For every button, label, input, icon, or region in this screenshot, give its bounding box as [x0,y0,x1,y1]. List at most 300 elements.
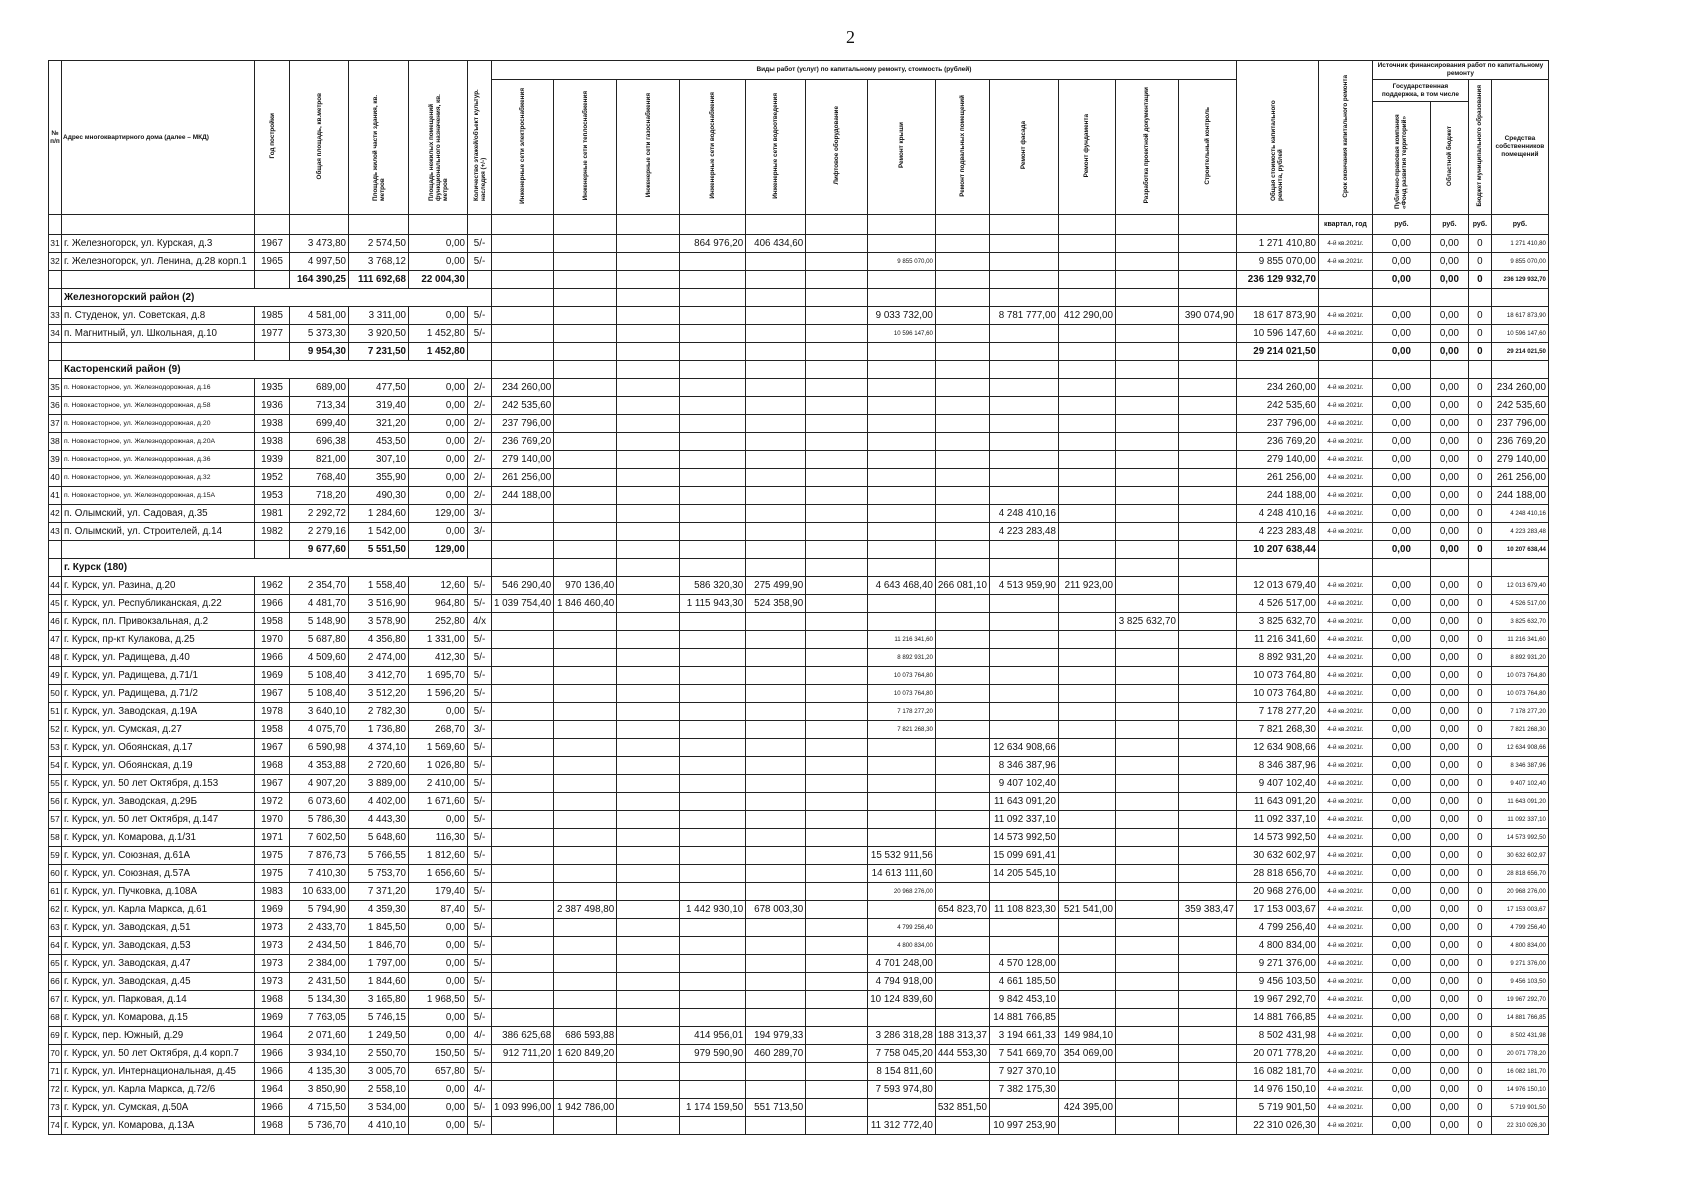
nonresidential-area-cell: 0,00 [409,1081,468,1099]
total-cost-cell: 10 073 764,80 [1236,685,1318,703]
empty-cell [1468,289,1491,307]
table-row [49,415,1549,433]
floors-cell: 5/- [468,919,492,937]
empty-cell [617,361,680,379]
total-area-cell: 4 907,20 [290,775,349,793]
work-gas-cell [617,793,680,811]
work-water-cell [680,1117,746,1135]
nonresidential-area-cell: 179,40 [409,883,468,901]
fin-owners-cell: 14 573 992,50 [1491,829,1548,847]
year-cell: 1968 [255,991,290,1009]
nonresidential-area-cell: 0,00 [409,415,468,433]
work-water-cell [680,649,746,667]
work-water-cell [680,883,746,901]
work-facade-cell: 12 634 908,66 [989,739,1058,757]
deadline-cell: 4-й кв.2021г. [1318,775,1372,793]
subtotal-nonresidential-area-cell: 22 004,30 [409,271,468,289]
work-roof-cell [868,793,936,811]
work-sewer-cell [746,721,806,739]
work-roof-cell: 7 758 045,20 [868,1045,936,1063]
living-area-cell: 319,40 [349,397,409,415]
work-control-cell [1178,973,1236,991]
work-heating-cell [554,415,617,433]
deadline-cell: 4-й кв.2021г. [1318,685,1372,703]
work-lift-cell [806,1081,868,1099]
fin-municipal-cell: 0 [1468,1027,1491,1045]
fin-municipal-cell: 0 [1468,631,1491,649]
work-electric-cell [492,991,554,1009]
work-lift-cell [806,1045,868,1063]
fin-municipal-cell: 0 [1468,973,1491,991]
fin-fund-cell: 0,00 [1372,811,1430,829]
empty-cell [255,541,290,559]
work-facade-cell [989,235,1058,253]
total-area-cell: 718,20 [290,487,349,505]
work-facade-cell [989,613,1058,631]
living-area-cell: 3 889,00 [349,775,409,793]
nonresidential-area-cell: 412,30 [409,649,468,667]
work-roof-cell [868,397,936,415]
work-foundation-cell [1058,379,1115,397]
total-area-cell: 768,40 [290,469,349,487]
row-number: 61 [49,883,62,901]
work-design-cell [1115,937,1178,955]
year-cell: 1964 [255,1081,290,1099]
work-control-cell [1178,433,1236,451]
work-sewer-cell [746,757,806,775]
fin-municipal-cell: 0 [1468,739,1491,757]
work-facade-cell: 15 099 691,41 [989,847,1058,865]
fin-municipal-cell: 0 [1468,505,1491,523]
work-roof-cell: 4 701 248,00 [868,955,936,973]
total-area-cell: 4 997,50 [290,253,349,271]
work-water-cell [680,631,746,649]
work-water-cell [680,469,746,487]
living-area-cell: 5 746,15 [349,1009,409,1027]
work-basement-cell [935,433,989,451]
address-cell: п. Олымский, ул. Садовая, д.35 [62,505,255,523]
work-control-cell [1178,505,1236,523]
subtotal-fin-owners-cell: 10 207 638,44 [1491,541,1548,559]
total-cost-cell: 1 271 410,80 [1236,235,1318,253]
work-design-cell [1115,703,1178,721]
row-number: 71 [49,1063,62,1081]
fin-municipal-cell: 0 [1468,487,1491,505]
empty-cell [1430,361,1468,379]
total-cost-cell: 4 799 256,40 [1236,919,1318,937]
total-cost-cell: 236 769,20 [1236,433,1318,451]
year-cell: 1972 [255,793,290,811]
fin-owners-cell: 9 456 103,50 [1491,973,1548,991]
empty-cell [1178,361,1236,379]
work-water-cell: 864 976,20 [680,235,746,253]
nonresidential-area-cell: 0,00 [409,937,468,955]
fin-municipal-cell: 0 [1468,253,1491,271]
table-row [49,613,1549,631]
empty-cell [680,343,746,361]
living-area-cell: 5 648,60 [349,829,409,847]
living-area-cell: 3 512,20 [349,685,409,703]
work-heating-cell: 970 136,40 [554,577,617,595]
fin-fund-cell: 0,00 [1372,451,1430,469]
work-roof-cell [868,1099,936,1117]
year-cell: 1969 [255,1009,290,1027]
address-cell: г. Курск, ул. 50 лет Октября, д.4 корп.7 [62,1045,255,1063]
work-roof-cell [868,613,936,631]
fin-region-cell: 0,00 [1430,973,1468,991]
year-cell: 1938 [255,433,290,451]
work-sewer-cell [746,1081,806,1099]
empty-cell [1236,559,1318,577]
address-cell: г. Курск, ул. Карла Маркса, д.72/6 [62,1081,255,1099]
work-water-cell: 1 115 943,30 [680,595,746,613]
total-cost-cell: 4 800 834,00 [1236,937,1318,955]
empty-cell [868,541,936,559]
work-roof-cell [868,451,936,469]
address-cell: г. Курск, ул. Заводская, д.47 [62,955,255,973]
work-control-cell [1178,991,1236,1009]
work-roof-cell [868,829,936,847]
work-facade-cell: 9 407 102,40 [989,775,1058,793]
work-water-cell [680,451,746,469]
row-number: 34 [49,325,62,343]
empty-cell [1430,559,1468,577]
empty-cell [1372,289,1430,307]
living-area-cell: 490,30 [349,487,409,505]
row-number: 64 [49,937,62,955]
header-deadline: Срок окончания капитального ремонта [1318,61,1372,215]
nonresidential-area-cell: 129,00 [409,505,468,523]
work-gas-cell [617,937,680,955]
header-work-roof: Ремонт крыши [868,80,936,215]
subtotal-total-area-cell: 9 677,60 [290,541,349,559]
total-area-cell: 2 434,50 [290,937,349,955]
fin-municipal-cell: 0 [1468,829,1491,847]
fin-fund-cell: 0,00 [1372,991,1430,1009]
fin-municipal-cell: 0 [1468,649,1491,667]
work-heating-cell [554,433,617,451]
empty-cell [1178,541,1236,559]
work-foundation-cell: 412 290,00 [1058,307,1115,325]
empty-cell [868,343,936,361]
unit-rub: руб. [1468,215,1491,235]
work-basement-cell [935,487,989,505]
work-facade-cell: 7 927 370,10 [989,1063,1058,1081]
address-cell: г. Курск, ул. Разина, д.20 [62,577,255,595]
row-number: 55 [49,775,62,793]
work-facade-cell: 11 092 337,10 [989,811,1058,829]
table-row [49,703,1549,721]
address-cell: г. Курск, ул. Заводская, д.51 [62,919,255,937]
work-design-cell [1115,811,1178,829]
address-cell: г. Курск, ул. Сумская, д.27 [62,721,255,739]
floors-cell: 4/- [468,1081,492,1099]
work-sewer-cell [746,847,806,865]
empty-cell [680,541,746,559]
fin-region-cell: 0,00 [1430,811,1468,829]
work-basement-cell [935,847,989,865]
floors-cell: 5/- [468,937,492,955]
fin-municipal-cell: 0 [1468,379,1491,397]
subtotal-fin-municipal-cell: 0 [1468,271,1491,289]
empty-cell [806,271,868,289]
year-cell: 1968 [255,1117,290,1135]
work-control-cell [1178,415,1236,433]
work-roof-cell: 4 643 468,40 [868,577,936,595]
work-gas-cell [617,1117,680,1135]
work-roof-cell: 7 593 974,80 [868,1081,936,1099]
work-design-cell [1115,1099,1178,1117]
table-row [49,775,1549,793]
work-roof-cell [868,235,936,253]
empty-cell [492,559,554,577]
total-area-cell: 2 384,00 [290,955,349,973]
header-fin-region: Областной бюджет [1430,102,1468,215]
work-foundation-cell [1058,883,1115,901]
empty-cell [935,271,989,289]
work-lift-cell [806,955,868,973]
work-roof-cell: 10 596 147,60 [868,325,936,343]
work-roof-cell [868,433,936,451]
fin-fund-cell: 0,00 [1372,649,1430,667]
fin-owners-cell: 234 260,00 [1491,379,1548,397]
work-control-cell [1178,325,1236,343]
empty-cell [989,559,1058,577]
fin-owners-cell: 9 407 102,40 [1491,775,1548,793]
subtotal-nonresidential-area-cell: 1 452,80 [409,343,468,361]
work-design-cell [1115,595,1178,613]
row-number: 31 [49,235,62,253]
work-water-cell [680,775,746,793]
table-row [49,991,1549,1009]
work-lift-cell [806,523,868,541]
work-design-cell [1115,325,1178,343]
total-area-cell: 4 075,70 [290,721,349,739]
work-sewer-cell [746,991,806,1009]
work-facade-cell [989,325,1058,343]
empty-cell [468,343,492,361]
work-roof-cell: 11 312 772,40 [868,1117,936,1135]
year-cell: 1966 [255,1045,290,1063]
empty-cell [806,541,868,559]
work-lift-cell [806,793,868,811]
empty-cell [554,559,617,577]
table-row [49,919,1549,937]
subtotal-fin-fund-cell: 0,00 [1372,271,1430,289]
empty-cell [868,559,936,577]
header-works-group: Виды работ (услуг) по капитальному ремонту, стоимость (рублей) [492,61,1237,80]
total-cost-cell: 16 082 181,70 [1236,1063,1318,1081]
work-design-cell [1115,1045,1178,1063]
nonresidential-area-cell: 0,00 [409,1027,468,1045]
living-area-cell: 1 542,00 [349,523,409,541]
work-gas-cell [617,523,680,541]
total-area-cell: 713,34 [290,397,349,415]
work-heating-cell [554,523,617,541]
deadline-cell: 4-й кв.2021г. [1318,667,1372,685]
work-roof-cell [868,379,936,397]
work-heating-cell [554,649,617,667]
table-row [49,757,1549,775]
fin-municipal-cell: 0 [1468,757,1491,775]
living-area-cell: 2 782,30 [349,703,409,721]
total-area-cell: 5 108,40 [290,667,349,685]
living-area-cell: 4 359,30 [349,901,409,919]
empty-cell [989,361,1058,379]
work-gas-cell [617,631,680,649]
living-area-cell: 2 550,70 [349,1045,409,1063]
row-number: 43 [49,523,62,541]
table-row [49,793,1549,811]
empty-cell [1372,361,1430,379]
table-body [49,235,1549,1135]
work-heating-cell [554,937,617,955]
total-area-cell: 3 473,80 [290,235,349,253]
work-facade-cell: 11 108 823,30 [989,901,1058,919]
total-area-cell: 5 373,30 [290,325,349,343]
work-facade-cell [989,703,1058,721]
subtotal-fin-region-cell: 0,00 [1430,271,1468,289]
work-water-cell [680,937,746,955]
district-section-label: г. Курск (180) [62,559,492,577]
work-roof-cell: 7 178 277,20 [868,703,936,721]
work-heating-cell [554,253,617,271]
fin-owners-cell: 11 216 341,60 [1491,631,1548,649]
work-basement-cell [935,739,989,757]
work-design-cell [1115,487,1178,505]
deadline-cell: 4-й кв.2021г. [1318,991,1372,1009]
work-foundation-cell: 354 069,00 [1058,1045,1115,1063]
work-control-cell [1178,829,1236,847]
fin-owners-cell: 4 223 283,48 [1491,523,1548,541]
nonresidential-area-cell: 1 596,20 [409,685,468,703]
work-control-cell [1178,487,1236,505]
work-gas-cell [617,883,680,901]
year-cell: 1958 [255,721,290,739]
address-cell: г. Курск, пер. Южный, д.29 [62,1027,255,1045]
work-lift-cell [806,1027,868,1045]
address-cell: г. Курск, ул. Радищева, д.40 [62,649,255,667]
work-water-cell [680,829,746,847]
work-design-cell [1115,955,1178,973]
work-lift-cell [806,685,868,703]
work-control-cell [1178,703,1236,721]
work-gas-cell [617,1081,680,1099]
header-work-water: Инженерные сети водоснабжения [680,80,746,215]
table-row [49,307,1549,325]
fin-fund-cell: 0,00 [1372,775,1430,793]
work-roof-cell [868,505,936,523]
living-area-cell: 3 768,12 [349,253,409,271]
work-foundation-cell [1058,433,1115,451]
total-area-cell: 5 736,70 [290,1117,349,1135]
work-electric-cell: 546 290,40 [492,577,554,595]
work-lift-cell [806,973,868,991]
floors-cell: 5/- [468,991,492,1009]
header-total-cost: Общая стоимость капитального ремонта, рублей [1236,61,1318,215]
fin-region-cell: 0,00 [1430,631,1468,649]
year-cell: 1971 [255,829,290,847]
work-foundation-cell [1058,667,1115,685]
work-foundation-cell [1058,829,1115,847]
floors-cell: 5/- [468,235,492,253]
empty-cell [935,559,989,577]
header-fin-municipal: Бюджет муниципального образования [1468,80,1491,215]
total-cost-cell: 261 256,00 [1236,469,1318,487]
work-electric-cell [492,739,554,757]
fin-owners-cell: 9 855 070,00 [1491,253,1548,271]
work-heating-cell [554,667,617,685]
fin-municipal-cell: 0 [1468,1045,1491,1063]
total-area-cell: 6 073,60 [290,793,349,811]
work-basement-cell [935,523,989,541]
work-control-cell [1178,613,1236,631]
year-cell: 1973 [255,973,290,991]
total-cost-cell: 8 502 431,98 [1236,1027,1318,1045]
nonresidential-area-cell: 12,60 [409,577,468,595]
work-control-cell [1178,937,1236,955]
work-sewer-cell [746,487,806,505]
work-foundation-cell [1058,991,1115,1009]
table-row [49,937,1549,955]
work-roof-cell: 10 073 764,80 [868,667,936,685]
row-number: 41 [49,487,62,505]
total-cost-cell: 4 223 283,48 [1236,523,1318,541]
work-foundation-cell [1058,397,1115,415]
work-gas-cell [617,973,680,991]
fin-municipal-cell: 0 [1468,847,1491,865]
work-foundation-cell [1058,685,1115,703]
work-control-cell [1178,919,1236,937]
nonresidential-area-cell: 0,00 [409,973,468,991]
capital-repair-table [48,60,1549,1135]
work-water-cell [680,415,746,433]
fin-owners-cell: 18 617 873,90 [1491,307,1548,325]
year-cell: 1970 [255,631,290,649]
address-cell: г. Курск, ул. Обоянская, д.19 [62,757,255,775]
work-heating-cell [554,703,617,721]
work-sewer-cell [746,307,806,325]
total-area-cell: 3 934,10 [290,1045,349,1063]
work-sewer-cell [746,919,806,937]
total-area-cell: 2 354,70 [290,577,349,595]
work-heating-cell [554,919,617,937]
fin-owners-cell: 20 071 778,20 [1491,1045,1548,1063]
address-cell: п. Новокасторное, ул. Железнодорожная, д.20 [62,415,255,433]
empty-cell [554,271,617,289]
year-cell: 1970 [255,811,290,829]
work-control-cell [1178,1027,1236,1045]
nonresidential-area-cell: 268,70 [409,721,468,739]
work-control-cell [1178,1063,1236,1081]
work-basement-cell [935,469,989,487]
work-foundation-cell [1058,523,1115,541]
fin-region-cell: 0,00 [1430,379,1468,397]
work-roof-cell [868,487,936,505]
work-sewer-cell [746,379,806,397]
district-section-row [49,289,1549,307]
nonresidential-area-cell: 1 812,60 [409,847,468,865]
work-heating-cell [554,973,617,991]
empty-cell [806,289,868,307]
year-cell: 1973 [255,955,290,973]
deadline-cell: 4-й кв.2021г. [1318,847,1372,865]
row-number: 36 [49,397,62,415]
district-section-row [49,559,1549,577]
living-area-cell: 4 410,10 [349,1117,409,1135]
work-water-cell [680,613,746,631]
work-electric-cell [492,847,554,865]
